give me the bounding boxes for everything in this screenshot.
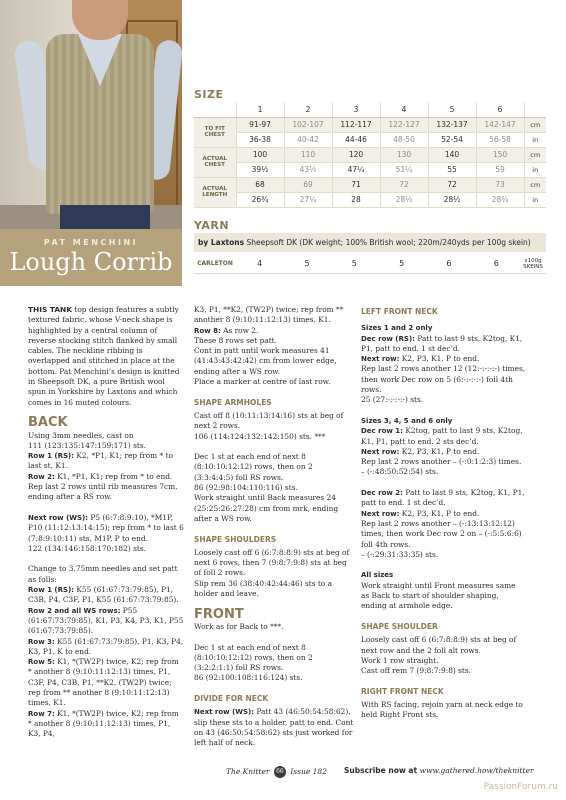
size-cell: 2 xyxy=(284,102,332,117)
table-row xyxy=(194,132,546,147)
left-front-neck-heading: LEFT FRONT NECK xyxy=(361,307,438,316)
intro-text: top design features a subtly textured fabric, whose V-neck shape is highlighted by a central column of reverse stocking stitch flanked by small cables. The neckline ribbing is overlapped and stitched in place at the bottom. Pat Menchini’s design is knitted in Sheepsoft DK, a pure British wool spun in Yorkshire by Laxtons and which comes in 16 muted colours. xyxy=(28,305,180,407)
table-cell: 91-97 xyxy=(236,117,284,132)
skein-count: 6 xyxy=(473,255,520,273)
column-3 xyxy=(361,305,526,721)
sizes-heading: All sizes xyxy=(361,571,394,580)
instruction: 111 (123:135:147:159:171) sts. xyxy=(28,440,146,450)
row-label: Dec row 1: xyxy=(361,427,403,436)
instruction: Rep last 2 rows another – (-:0:1:2:3) times. xyxy=(361,457,522,467)
instruction: Next row (WS): Patt 43 (46:50:54:58:62), slip these sts to a holder, patt to end. Cont on 43 (46:50:54:58:62) sts just worked for left half of neck. xyxy=(194,707,354,748)
subscribe-link[interactable]: www.gathered.how/theknitter xyxy=(419,766,534,775)
table-cell: 27¼ xyxy=(284,192,332,207)
divide-neck-heading: DIVIDE FOR NECK xyxy=(194,693,269,703)
size-cell: 6 xyxy=(476,102,524,117)
shade-name: CARLETON xyxy=(194,255,236,273)
instruction: Row 8: As row 2. xyxy=(194,325,259,335)
instruction: 106 (114:124:132:142:150) sts. *** xyxy=(194,431,326,441)
subscribe-line xyxy=(344,766,534,775)
shape-armholes-heading: SHAPE ARMHOLES xyxy=(194,397,272,407)
unit-line: x100g xyxy=(524,257,542,264)
instruction: Place a marker at centre of last row. xyxy=(194,377,331,387)
instruction: Dec row 2: Patt to last 9 sts, K2tog, K1, P1, patt to end. 1 st dec’d. xyxy=(361,488,525,508)
instruction: Row 1 (RS): K2, *P1, K1; rep from * to last st, K1. xyxy=(28,451,173,471)
instruction: These 8 rows set patt. xyxy=(194,335,277,345)
instruction: Rep last 2 rows another – (-:13:13:12:12) times, then work Dec row 2 on – (-:5:5:6:6) foll 4th rows. xyxy=(361,518,522,549)
instruction: Work as for Back to ***. xyxy=(194,621,284,631)
table-cell: 112-117 xyxy=(332,117,380,132)
instruction: Row 5: K1, *(TW2P) twice, K2; rep from * another 8 (9:10:11:12:13) times, P1, C3F, P4, C3B, P1, **K2, (TW2P) twice; rep from ** another 8 (9:10:11:12:13) times, K1. xyxy=(28,657,179,708)
instruction: K3, P1, **K2, (TW2P) twice; rep from ** another 8 (9:10:11:12:13) times, K1. xyxy=(194,305,344,325)
row-label: Row 5: xyxy=(28,658,55,667)
table-cell: 43½ xyxy=(284,162,332,177)
right-front-neck-heading: RIGHT FRONT NECK xyxy=(361,686,444,696)
skein-count: 4 xyxy=(236,255,283,273)
instruction: Slip rem 36 (38:40:42:44:46) sts to a holder and leave. xyxy=(194,578,333,599)
magazine-credit xyxy=(226,766,327,778)
intro-lead: THIS TANK xyxy=(28,305,72,314)
column-2 xyxy=(194,305,354,748)
pattern-title: Lough Corrib xyxy=(9,248,173,276)
table-cell: 132-137 xyxy=(428,117,476,132)
table-cell: 52-54 xyxy=(428,132,476,147)
table-row xyxy=(194,192,546,207)
table-cell: 55 xyxy=(428,162,476,177)
instruction: Next row: K2, P3, K1, P to end. xyxy=(361,446,480,456)
instruction: Loosely cast off 6 (6:7:8:8:9) sts at beg of next row and the 2 foll alt rows. xyxy=(361,635,517,655)
instruction: Row 1 (RS): K55 (61:67:73:79:85), P1, C3B, P4, C3F, P1, K55 (61:67:73:79:85). xyxy=(28,585,179,605)
table-cell: 122-127 xyxy=(380,117,428,132)
table-cell: 26¾ xyxy=(236,192,284,207)
skein-unit xyxy=(520,255,546,273)
front-heading: FRONT xyxy=(194,606,244,622)
table-cell: 130 xyxy=(380,147,428,162)
table-cell: 72 xyxy=(428,177,476,192)
title-band xyxy=(0,229,182,286)
table-row xyxy=(194,117,546,132)
instruction: With RS facing, rejoin yarn at neck edge to held Right Front sts. xyxy=(361,699,523,720)
yarn-table xyxy=(194,255,546,274)
instruction: Next row (WS): P5 (6:7:8:9:10), *M1P, P10 (11:12:13:14:15); rep from * to last 6 (7:8:9:10:11) sts, M1P, P to end. xyxy=(28,512,184,543)
size-header-row xyxy=(194,102,546,117)
table-row xyxy=(194,177,546,192)
table-cell: 100 xyxy=(236,147,284,162)
shape-shoulders-heading: SHAPE SHOULDERS xyxy=(194,534,277,544)
issue-number: Issue 182 xyxy=(290,767,327,776)
row-label: ACTUAL LENGTH xyxy=(194,177,236,207)
table-cell: 51¼ xyxy=(380,162,428,177)
column-1 xyxy=(28,305,184,739)
skein-count: 5 xyxy=(378,255,425,273)
row-label: Row 8: xyxy=(194,326,221,335)
instruction: Change to 3.75mm needles and set patt as folls: xyxy=(28,564,178,584)
instruction: Loosely cast off 6 (6:7:8:8:9) sts at beg of next 6 rows, then 7 (9:8:7:9:8) sts at beg of foll 2 rows. xyxy=(194,547,350,578)
instruction: 122 (134:146:158:170:182) sts. xyxy=(28,543,146,553)
sizes-heading: Sizes 3, 4, 5 and 6 only xyxy=(361,416,453,425)
table-cell: 47¼ xyxy=(332,162,380,177)
size-cell: 1 xyxy=(236,102,284,117)
yarn-heading: YARN xyxy=(194,219,230,232)
table-cell: 39½ xyxy=(236,162,284,177)
instruction: Row 2 and all WS rows: P55 (61:67:73:79:85), K1, P3, K4, P3, K1, P55 (61:67:73:79:85). xyxy=(28,605,184,636)
designer-name: PAT MENCHINI xyxy=(43,238,139,247)
instruction: Using 3mm needles, cast on xyxy=(28,430,134,440)
table-cell: 110 xyxy=(284,147,332,162)
magazine-name: The Knitter xyxy=(226,767,270,776)
instruction: Cast off rem 7 (9:8:7:9:8) sts. xyxy=(361,666,472,676)
table-cell: 28 xyxy=(332,192,380,207)
size-heading: SIZE xyxy=(194,88,224,101)
row-label: Row 2: xyxy=(28,472,55,481)
row-label: Row 1 (RS): xyxy=(28,452,75,461)
instruction: Cont in patt until work measures 41 (41:43:43:42:42) cm from lower edge, ending after a WS row. xyxy=(194,346,337,376)
instruction: 25 (27:-:-:-:-) sts. xyxy=(361,395,424,405)
size-cell: 5 xyxy=(428,102,476,117)
row-label: Next row: xyxy=(361,509,400,518)
sizes-heading: Sizes 1 and 2 only xyxy=(361,324,433,333)
instruction: Rep last 2 rows another 12 (12:-:-:-:-) times, then work Dec row on 5 (6:-:-:-:-) foll 4th rows. xyxy=(361,364,526,395)
instruction: Dec 1 st at each end of next 8 (8:10:10:12:12) rows, then on 2 (3:2:2:1:1) foll RS rows. xyxy=(194,642,313,673)
instruction: Dec row 1: K2tog, patt to last 9 sts, K2tog, K1, P1, patt to end. 2 sts dec’d. xyxy=(361,426,523,446)
table-cell: 44-46 xyxy=(332,132,380,147)
size-cell: 4 xyxy=(380,102,428,117)
table-cell: 150 xyxy=(476,147,524,162)
model-photo xyxy=(0,0,182,229)
unit-cell: cm xyxy=(524,117,546,132)
instruction: 86 (92:100:108:116:124) sts. xyxy=(194,673,303,683)
row-label: Next row: xyxy=(361,355,400,364)
skein-count: 6 xyxy=(425,255,472,273)
table-cell: 72 xyxy=(380,177,428,192)
row-label: Dec row (RS): xyxy=(361,334,415,343)
back-heading: BACK xyxy=(28,415,68,431)
table-cell: 28½ xyxy=(428,192,476,207)
unit-cell: in xyxy=(524,192,546,207)
instruction: Cast off 8 (10:11:13:14:16) sts at beg of next 2 rows. xyxy=(194,410,344,431)
table-cell: 40-42 xyxy=(284,132,332,147)
unit-line: SKEINS xyxy=(523,263,543,270)
page-number: 66 xyxy=(274,766,286,778)
skein-count: 5 xyxy=(331,255,378,273)
yarn-details: Sheepsoft DK (DK weight; 100% British wool; 220m/240yds per 100g skein) xyxy=(246,238,531,247)
table-cell: 69 xyxy=(284,177,332,192)
instruction: Dec row (RS): Patt to last 9 sts, K2tog, K1, P1, patt to end. 1 st dec’d. xyxy=(361,333,523,353)
row-label: Next row (WS): xyxy=(28,513,89,522)
instruction: Rep last 2 rows until rib measures 7cm, ending after a RS row. xyxy=(28,482,178,502)
row-label: Dec row 2: xyxy=(361,489,403,498)
row-label: Row 7: xyxy=(28,709,55,718)
instruction: Row 2: K1, *P1, K1; rep from * to end. xyxy=(28,471,173,481)
table-row xyxy=(194,147,546,162)
instruction: Work 1 row straight. xyxy=(361,655,439,665)
row-label: Next row (WS): xyxy=(194,708,255,717)
page-footer xyxy=(0,766,566,778)
table-cell: 68 xyxy=(236,177,284,192)
table-row xyxy=(194,255,546,273)
unit-cell: cm xyxy=(524,177,546,192)
instruction: – (-:29:31:33:35) sts. xyxy=(361,549,439,559)
instruction: 86 (92:98:104:110:116) sts. xyxy=(194,483,298,493)
skein-count: 5 xyxy=(283,255,330,273)
unit-cell: in xyxy=(524,162,546,177)
instruction: – (-:48:50:52:54) sts. xyxy=(361,467,439,477)
row-label: TO FIT CHEST xyxy=(194,117,236,147)
table-cell: 59 xyxy=(476,162,524,177)
instruction: Work straight until Back measures 24 (25:25:26:27:28) cm from mrk, ending after a WS row. xyxy=(194,493,339,523)
watermark: PassionForum.ru xyxy=(483,782,558,792)
yarn-brand: by Laxtons xyxy=(198,238,245,247)
instruction: Row 7: K1, *(TW2P) twice, K2; rep from * another 8 (9:10:11:12:13) times, P1, K3, P4, xyxy=(28,708,179,739)
instruction: Next row: K2, P3, K1, P to end. xyxy=(361,508,480,518)
table-cell: 28½ xyxy=(380,192,428,207)
row-label: Row 1 (RS): xyxy=(28,586,75,595)
table-cell: 73 xyxy=(476,177,524,192)
instruction: Dec 1 st at each end of next 8 (8:10:10:12:12) rows, then on 2 (3:3:4:4:5) foll RS rows. xyxy=(194,452,313,482)
instruction: Work straight until Front measures same as Back to start of shoulder shaping, ending at armhole edge. xyxy=(361,580,516,611)
table-cell: 71 xyxy=(332,177,380,192)
table-cell: 36-38 xyxy=(236,132,284,147)
row-label: Next row: xyxy=(361,447,400,456)
subscribe-text: Subscribe now at xyxy=(344,766,418,775)
unit-cell: cm xyxy=(524,147,546,162)
size-cell: 3 xyxy=(332,102,380,117)
instruction: Row 3: K55 (61:67:73:79:85), P1, K3, P4, K3, P1, K to end. xyxy=(28,636,184,656)
table-cell: 120 xyxy=(332,147,380,162)
unit-cell: in xyxy=(524,132,546,147)
table-cell: 28¾ xyxy=(476,192,524,207)
table-row xyxy=(194,162,546,177)
yarn-description xyxy=(194,233,546,252)
shape-shoulder-heading: SHAPE SHOULDER xyxy=(361,621,438,631)
table-cell: 142-147 xyxy=(476,117,524,132)
row-label: Row 2 and all WS rows: xyxy=(28,606,121,615)
row-label: ACTUAL CHEST xyxy=(194,147,236,177)
table-cell: 56-58 xyxy=(476,132,524,147)
size-table xyxy=(194,102,546,208)
intro-paragraph xyxy=(28,305,184,408)
table-cell: 48-50 xyxy=(380,132,428,147)
instruction: Next row: K2, P3, K1, P to end. xyxy=(361,354,480,364)
table-cell: 140 xyxy=(428,147,476,162)
row-label: Row 3: xyxy=(28,637,55,646)
table-cell: 102-107 xyxy=(284,117,332,132)
